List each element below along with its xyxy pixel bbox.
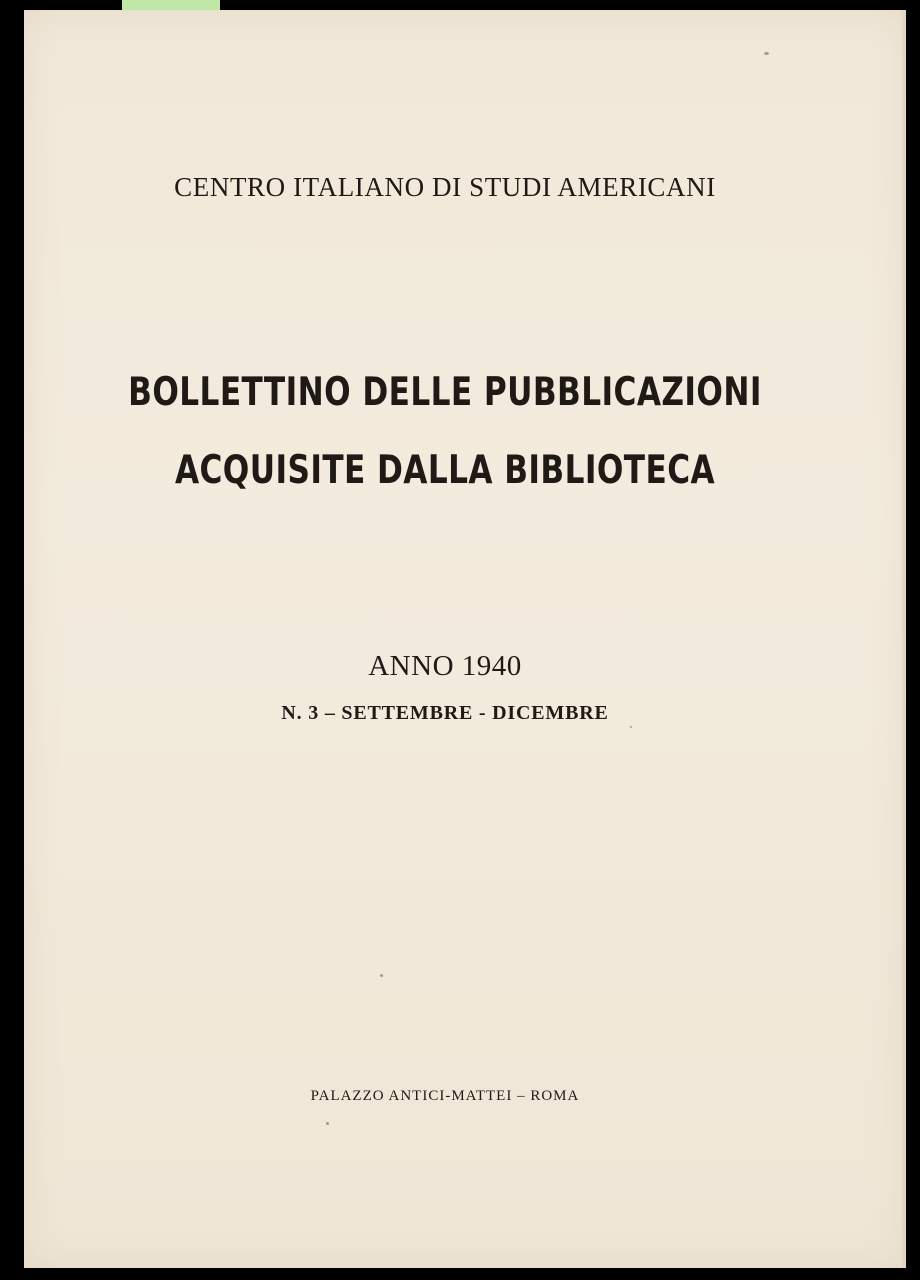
issue-number: N. 3 – SETTEMBRE - DICEMBRE	[281, 702, 609, 724]
institute-name: CENTRO ITALIANO DI STUDI AMERICANI	[174, 172, 716, 202]
page-edge	[902, 10, 906, 1268]
title-line-2: ACQUISITE DALLA BIBLIOTECA	[174, 448, 716, 493]
paper-speck	[326, 1122, 329, 1125]
publication-year: ANNO 1940	[368, 650, 522, 682]
title-line-1: BOLLETTINO DELLE PUBBLICAZIONI	[128, 370, 762, 415]
paper-speck	[630, 726, 632, 728]
cover-page	[24, 10, 906, 1268]
paper-speck	[764, 52, 769, 55]
publisher-imprint: PALAZZO ANTICI-MATTEI – ROMA	[310, 1088, 580, 1104]
paper-speck	[380, 974, 383, 977]
